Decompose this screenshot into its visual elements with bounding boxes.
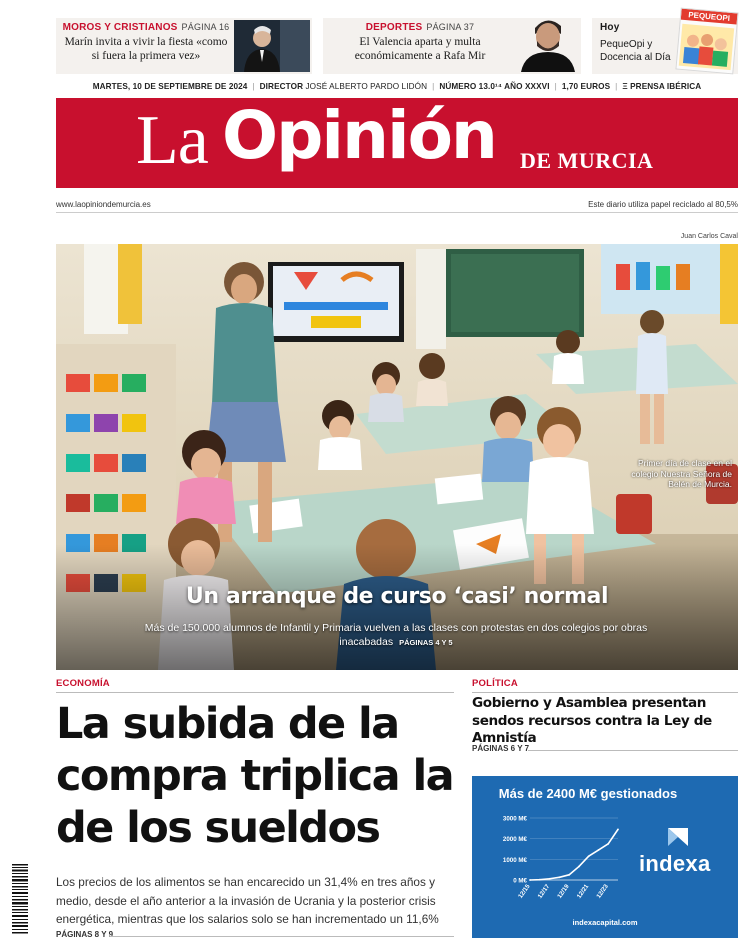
chart-x-tick: 12/19 [556, 883, 571, 900]
teaser-page: PÁGINA 16 [181, 22, 230, 32]
supplement-cover [675, 8, 738, 75]
photo-caption: Primer día de clase en el colegio Nuestra Señora de Belén de Murcia. [631, 458, 732, 489]
teaser-title: Marín invita a vivir la fiesta «como si fuera la primera vez» [64, 36, 228, 62]
chart-point [598, 849, 600, 851]
chart-series-line [530, 829, 618, 880]
photo-subheadline [116, 621, 676, 650]
issue-number: NÚMERO 13.0¹⁴ [439, 82, 502, 91]
lead-pages: PÁGINAS 8 Y 9 [56, 930, 114, 939]
section-rule [472, 692, 738, 693]
ad-growth-chart [492, 810, 622, 910]
ad-title: Más de 2400 M€ gestionados [498, 786, 678, 801]
teaser-deportes[interactable] [323, 18, 581, 74]
teaser-hoy[interactable] [592, 10, 738, 74]
classroom-photo[interactable] [56, 244, 738, 670]
teaser-kicker: DEPORTES [365, 22, 423, 33]
publisher-group: PRENSA IBÉRICA [630, 82, 702, 91]
chart-point [617, 828, 619, 830]
masthead[interactable] [56, 98, 738, 188]
director-name: JOSÉ ALBERTO PARDO LIDÓN [305, 82, 428, 91]
chart-y-tick: 1000 M€ [502, 856, 527, 864]
prensa-iberica-icon: Ξ [622, 82, 628, 91]
photo-credit: Juan Carlos Caval [680, 233, 738, 240]
date: MARTES, 10 DE SEPTIEMBRE DE 2024 [92, 82, 248, 91]
website-url[interactable]: www.laopiniondemurcia.es [56, 200, 151, 209]
lead-body: Los precios de los alimentos se han encarecido un 31,4% en tres años y medio, desde el año anterior a la invasión de Ucrania y la posterior crisis energética, mientras que los salarios solo se han incrementado un 11,6% [56, 875, 439, 927]
ad-brand: indexa [639, 851, 711, 876]
section-politica: POLÍTICA [472, 678, 518, 689]
chart-y-tick: 0 M€ [513, 877, 527, 885]
teaser-moros-cristianos[interactable] [56, 18, 312, 74]
barcode-icon [10, 860, 30, 938]
photo-pages: PÁGINAS 4 Y 5 [399, 638, 453, 647]
chart-point [558, 876, 560, 878]
portrait-photo [234, 20, 310, 72]
dateline: MARTES, 10 DE SEPTIEMBRE DE 2024 | DIRECTOR JOSÉ ALBERTO PARDO LIDÓN | NÚMERO 13.0¹⁴ AÑO XXXVI | 1,70 EUROS | Ξ PRENSA IBÉRICA [92, 82, 702, 91]
photo-headline[interactable]: Un arranque de curso ‘casi’ normal [185, 584, 609, 609]
issue-year: AÑO XXXVI [504, 82, 550, 91]
chart-y-tick: 3000 M€ [502, 815, 527, 823]
teaser-page: PÁGINA 37 [426, 22, 475, 32]
politics-pages: PÁGINAS 6 Y 7 [472, 744, 530, 753]
indexa-logo-icon [666, 826, 690, 848]
teaser-kicker: MOROS Y CRISTIANOS [62, 22, 178, 33]
recycled-paper-note: Este diario utiliza papel reciclado al 80,5% [588, 200, 738, 209]
header-divider [56, 212, 738, 213]
chart-point [529, 879, 531, 881]
masthead-la: La [136, 102, 208, 179]
chart-y-tick: 2000 M€ [502, 836, 527, 844]
chart-point [607, 843, 609, 845]
chart-x-tick: 12/21 [575, 883, 591, 900]
teaser-kicker: Hoy [600, 22, 620, 33]
section-economia: ECONOMÍA [56, 678, 110, 689]
chart-x-tick: 12/17 [536, 883, 552, 900]
teaser-title: PequeOpi y Docencia al Día [600, 39, 671, 63]
chart-point [549, 878, 551, 880]
section-rule [56, 692, 454, 693]
photo-sub-text: Más de 150.000 alumnos de Infantil y Primaria vuelven a las clases con protestas en dos colegios por obras inacabadas [144, 622, 648, 648]
chart-point [568, 874, 570, 876]
teaser-title: El Valencia aparta y multa económicamente a Rafa Mir [354, 36, 486, 62]
chart-point [539, 879, 541, 881]
chart-x-tick: 12/23 [595, 883, 610, 900]
lead-pages-rule [110, 936, 454, 937]
politics-pages-rule [528, 750, 738, 751]
director-label: DIRECTOR [259, 82, 304, 91]
indexa-ad[interactable] [472, 776, 738, 938]
price: 1,70 EUROS [561, 82, 611, 91]
ad-url[interactable]: indexacapital.com [572, 918, 638, 927]
politics-headline[interactable]: Gobierno y Asamblea presentan sendos recursos contra la Ley de Amnistía [472, 695, 712, 746]
player-photo [517, 20, 579, 72]
masthead-opinion: Opinión [222, 97, 496, 174]
masthead-subtitle: DE MURCIA [520, 148, 654, 173]
lead-headline[interactable]: La subida de la compra triplica la de los sueldos [56, 699, 454, 853]
chart-x-tick: 12/15 [517, 883, 532, 900]
cover-label: PEQUEOPI [681, 9, 738, 25]
chart-point [588, 855, 590, 857]
chart-point [578, 866, 580, 868]
